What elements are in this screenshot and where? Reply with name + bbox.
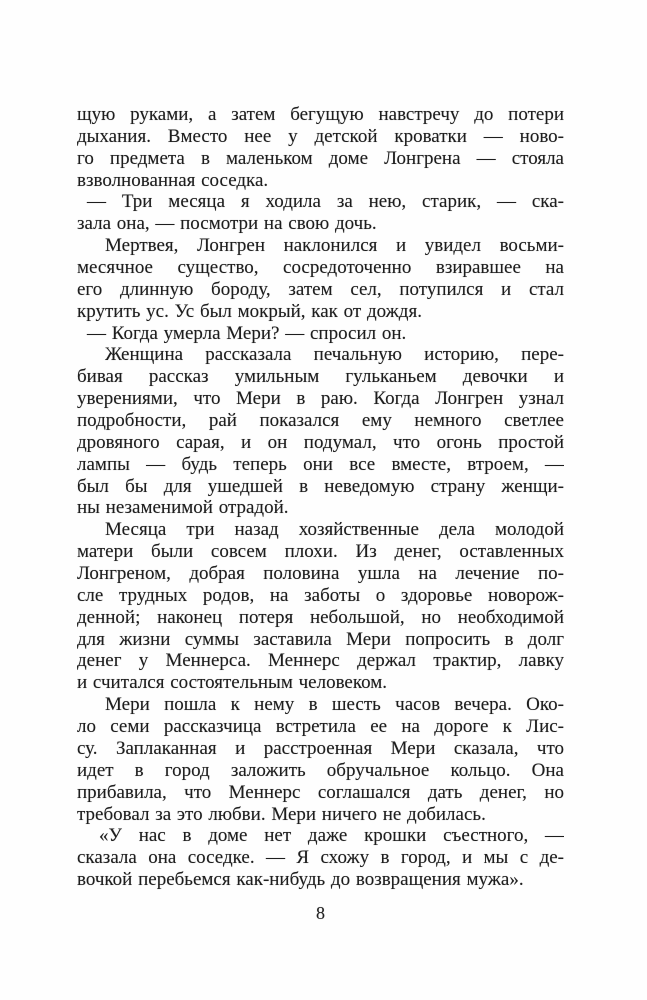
text-line: ны незаменимой отрадой. — [77, 497, 289, 519]
page-number: 8 — [316, 903, 325, 923]
text-line: дыхания. Вместо нее у детской кроватки — ново- — [77, 125, 564, 147]
text-line: су. Заплаканная и расстроенная Мери сказала, что — [77, 737, 564, 759]
text-line: Женщина рассказала печальную историю, пере- — [105, 344, 564, 366]
text-line: дровяного сарая, и он подумал, что огонь простой — [77, 431, 564, 453]
text-line: Мери пошла к нему в шесть часов вечера. Око- — [105, 694, 564, 716]
text-line: и считался состоятельным человеком. — [77, 672, 388, 694]
paragraph — [77, 519, 564, 694]
paragraph — [77, 235, 564, 322]
text-line: бивая рассказ умильным гульканьем девочки и — [77, 366, 564, 388]
text-line: месячное существо, сосредоточенно взиравшее на — [77, 257, 564, 279]
text-line: денег у Меннерса. Меннерс держал трактир, лавку — [77, 650, 564, 672]
text-line: зала она, — посмотри на свою дочь. — [77, 213, 377, 235]
text-line: Мертвея, Лонгрен наклонился и увидел восьми- — [105, 235, 564, 257]
text-line: прибавила, что Меннерс соглашался дать денег, но — [77, 781, 564, 803]
text-line: взволнованная соседка. — [77, 169, 269, 191]
paragraph — [77, 323, 564, 345]
paragraph — [77, 825, 564, 891]
text-line: был бы для ушедшей в неведомую страну женщи- — [77, 475, 564, 497]
text-block — [77, 104, 564, 891]
text-line: лампы — будь теперь они все вместе, втроем, — — [77, 453, 564, 475]
text-line: требовал за это любви. Мери ничего не добилась. — [77, 803, 486, 825]
text-line: подробности, рай показался ему немного светлее — [77, 410, 564, 432]
text-line: Лонгреном, добрая половина ушла на лечение по- — [77, 563, 564, 585]
paragraph — [77, 104, 564, 191]
text-line: Месяца три назад хозяйственные дела молодой — [105, 519, 564, 541]
text-line: сказала она соседке. — Я схожу в город, и мы с де- — [77, 847, 564, 869]
text-line: денной; наконец потеря небольшой, но необходимой — [77, 606, 564, 628]
text-line: го предмета в маленьком доме Лонгрена — стояла — [77, 147, 564, 169]
paragraph — [77, 344, 564, 519]
paragraph — [77, 694, 564, 825]
text-line: — Три месяца я ходила за нею, старик, — ска- — [87, 191, 564, 213]
text-line: вочкой перебьемся как-нибудь до возвращения мужа». — [77, 869, 524, 891]
text-line: «У нас в доме нет даже крошки съестного, — — [99, 825, 564, 847]
text-line: сле трудных родов, на заботы о здоровье новорож- — [77, 584, 564, 606]
text-line: крутить ус. Ус был мокрый, как от дождя. — [77, 300, 422, 322]
text-line: идет в город заложить обручальное кольцо. Она — [77, 759, 564, 781]
paragraph — [77, 191, 564, 235]
text-line: его длинную бороду, затем сел, потупился и стал — [77, 278, 564, 300]
text-line: уверениями, что Мери в раю. Когда Лонгрен узнал — [77, 388, 564, 410]
text-line: для жизни суммы заставила Мери попросить в долг — [77, 628, 564, 650]
text-line: ло семи рассказчица встретила ее на дороге к Лис- — [77, 716, 564, 738]
text-line: — Когда умерла Мери? — спросил он. — [87, 322, 407, 344]
text-line: щую руками, а затем бегущую навстречу до потери — [77, 104, 564, 125]
text-line: матери были совсем плохи. Из денег, оставленных — [77, 541, 564, 563]
